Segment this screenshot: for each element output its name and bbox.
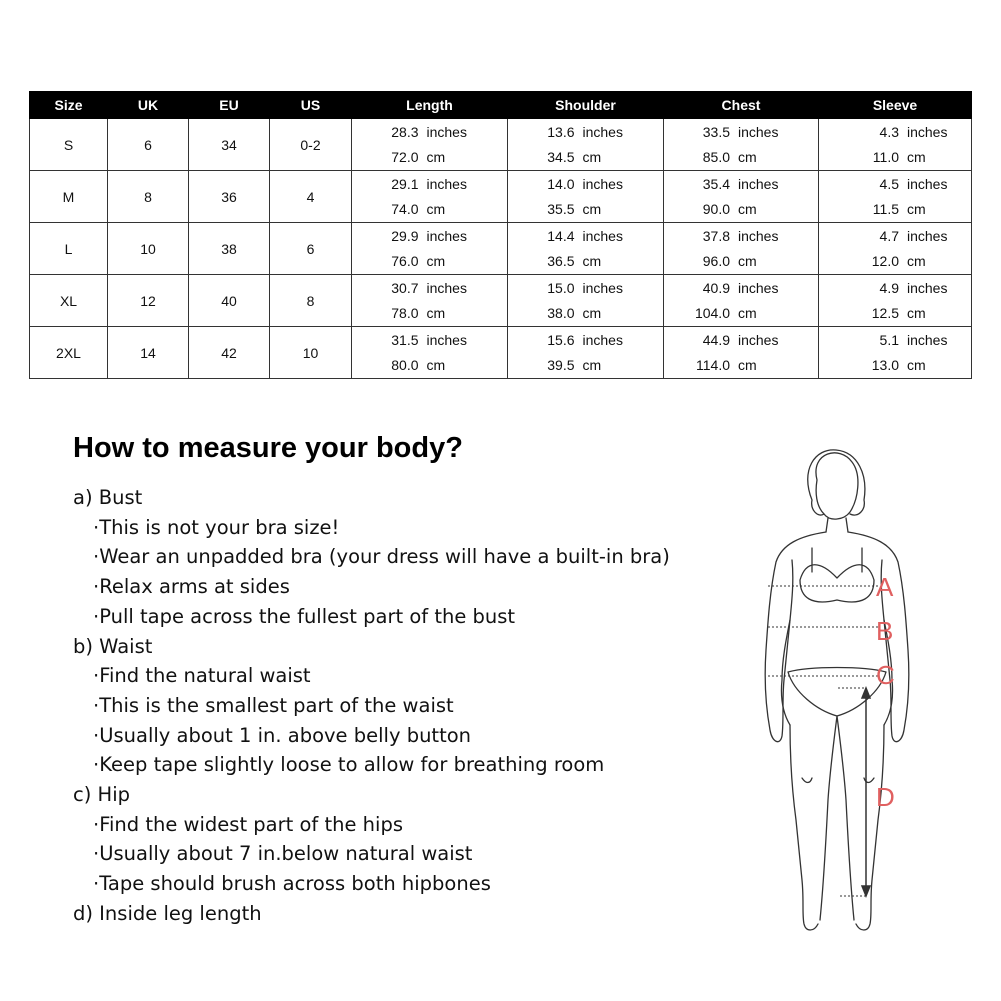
cell-size: M (30, 171, 108, 223)
shoulder-in-unit: inches (582, 227, 623, 244)
cell-sleeve (819, 119, 972, 171)
figure-left-leg (790, 725, 818, 930)
cell-us: 0-2 (270, 119, 352, 171)
sleeve-in-unit: inches (907, 123, 948, 140)
sleeve-cm-unit: cm (907, 305, 926, 322)
figure-head (816, 453, 858, 519)
chest-in-unit: inches (738, 331, 779, 348)
cell-chest (664, 223, 819, 275)
chest-in-value: 33.5 (702, 123, 730, 140)
cell-length (352, 327, 508, 379)
label-b: B (876, 616, 894, 646)
chest-in-unit: inches (738, 123, 779, 140)
header-shoulder: Shoulder (508, 92, 664, 119)
chest-cm-value: 90.0 (702, 201, 730, 218)
sleeve-in-value: 4.5 (879, 175, 899, 192)
header-us: US (270, 92, 352, 119)
cell-size: 2XL (30, 327, 108, 379)
guide-bullet: ·Tape should brush across both hipbones (93, 872, 491, 896)
cell-eu: 34 (189, 119, 270, 171)
cell-eu: 42 (189, 327, 270, 379)
length-cm-unit: cm (426, 149, 446, 166)
length-cm-unit: cm (426, 305, 446, 322)
length-cm-unit: cm (426, 201, 446, 218)
arrow-down-icon (862, 886, 870, 896)
guide-bullet: ·This is not your bra size! (93, 515, 340, 539)
chest-in-unit: inches (738, 175, 779, 192)
cell-eu: 40 (189, 275, 270, 327)
sleeve-cm-unit: cm (907, 253, 926, 270)
chest-cm-value: 96.0 (702, 253, 730, 270)
chest-cm-value: 85.0 (702, 149, 730, 166)
table-row (30, 171, 972, 223)
guide-bullet: ·Find the widest part of the hips (93, 812, 403, 836)
shoulder-cm-value: 34.5 (547, 149, 575, 166)
length-cm-unit: cm (426, 357, 446, 374)
chest-cm-value: 114.0 (696, 357, 730, 374)
length-in-unit: inches (426, 331, 467, 348)
sleeve-cm-unit: cm (907, 201, 926, 218)
chest-cm-unit: cm (738, 253, 757, 270)
shoulder-cm-unit: cm (582, 253, 602, 270)
figure-neck (826, 518, 848, 532)
figure-right-leg (856, 725, 884, 930)
length-cm-value: 80.0 (391, 357, 419, 374)
chest-in-value: 35.4 (702, 175, 730, 192)
table-row (30, 119, 972, 171)
cell-chest (664, 275, 819, 327)
chest-in-value: 40.9 (702, 279, 730, 296)
label-d: D (876, 782, 895, 812)
chest-in-unit: inches (738, 279, 779, 296)
guide-body (73, 483, 713, 929)
header-size: Size (30, 92, 108, 119)
guide-bullet: ·Usually about 1 in. above belly button (93, 723, 472, 747)
shoulder-cm-unit: cm (582, 357, 602, 374)
guide-section-heading: d) Inside leg length (73, 901, 262, 925)
measure-guide (73, 432, 713, 929)
cell-shoulder (508, 171, 664, 223)
length-in-value: 30.7 (391, 279, 419, 296)
figure-inner-legs (820, 716, 854, 920)
cell-length (352, 223, 508, 275)
cell-length (352, 171, 508, 223)
length-cm-unit: cm (426, 253, 446, 270)
figure-left-arm (765, 532, 826, 742)
shoulder-in-unit: inches (582, 123, 623, 140)
header-uk: UK (108, 92, 189, 119)
header-sleeve: Sleeve (819, 92, 972, 119)
length-cm-value: 78.0 (391, 305, 419, 322)
sleeve-cm-value: 12.5 (871, 305, 899, 322)
guide-bullet: ·Keep tape slightly loose to allow for breathing room (93, 753, 605, 777)
length-cm-value: 74.0 (391, 201, 419, 218)
cell-size: L (30, 223, 108, 275)
shoulder-cm-value: 36.5 (547, 253, 575, 270)
cell-shoulder (508, 275, 664, 327)
shoulder-in-value: 15.0 (547, 279, 575, 296)
chest-cm-value: 104.0 (694, 305, 730, 322)
cell-eu: 38 (189, 223, 270, 275)
table-row (30, 275, 972, 327)
size-chart-table (29, 91, 972, 379)
chest-cm-unit: cm (738, 357, 757, 374)
cell-us: 8 (270, 275, 352, 327)
cell-us: 6 (270, 223, 352, 275)
cell-shoulder (508, 119, 664, 171)
chest-in-value: 37.8 (702, 227, 730, 244)
sleeve-cm-value: 12.0 (871, 253, 899, 270)
guide-bullet: ·Find the natural waist (93, 664, 311, 688)
guide-bullet: ·Usually about 7 in.below natural waist (93, 842, 473, 866)
guide-title: How to measure your body? (73, 432, 463, 464)
shoulder-in-unit: inches (582, 331, 623, 348)
length-in-unit: inches (426, 123, 467, 140)
figure-bra (800, 548, 874, 602)
length-in-unit: inches (426, 175, 467, 192)
guide-bullet: ·Wear an unpadded bra (your dress will have a built-in bra) (93, 545, 670, 569)
chest-in-unit: inches (738, 227, 779, 244)
cell-sleeve (819, 223, 972, 275)
sleeve-cm-unit: cm (907, 357, 926, 374)
shoulder-in-value: 14.0 (547, 175, 575, 192)
cell-sleeve (819, 327, 972, 379)
cell-chest (664, 327, 819, 379)
sleeve-cm-unit: cm (907, 149, 926, 166)
header-chest: Chest (664, 92, 819, 119)
chest-cm-unit: cm (738, 201, 757, 218)
table-row (30, 327, 972, 379)
length-cm-value: 76.0 (391, 253, 419, 270)
cell-uk: 14 (108, 327, 189, 379)
sleeve-in-unit: inches (907, 175, 948, 192)
table-row (30, 223, 972, 275)
arrow-up-icon (862, 688, 870, 698)
figure-knees (802, 778, 874, 783)
sleeve-cm-value: 13.0 (871, 357, 899, 374)
cell-length (352, 275, 508, 327)
shoulder-in-value: 15.6 (547, 331, 575, 348)
shoulder-in-value: 14.4 (547, 227, 575, 244)
length-in-value: 28.3 (391, 123, 419, 140)
sleeve-in-value: 4.3 (879, 123, 899, 140)
sleeve-in-unit: inches (907, 227, 948, 244)
table-header-row (30, 92, 972, 119)
figure-briefs (788, 668, 886, 717)
guide-section-heading: a) Bust (73, 486, 143, 509)
length-in-unit: inches (426, 227, 467, 244)
chest-in-value: 44.9 (702, 331, 730, 348)
guide-bullet: ·This is the smallest part of the waist (93, 693, 454, 717)
cell-sleeve (819, 275, 972, 327)
guide-section-heading: b) Waist (73, 634, 153, 658)
cell-length (352, 119, 508, 171)
shoulder-cm-unit: cm (582, 149, 602, 166)
length-in-value: 29.9 (391, 227, 419, 244)
header-eu: EU (189, 92, 270, 119)
guide-bullet: ·Relax arms at sides (93, 575, 290, 599)
cell-size: XL (30, 275, 108, 327)
shoulder-cm-value: 38.0 (547, 305, 575, 322)
sleeve-in-value: 5.1 (879, 331, 899, 348)
shoulder-in-unit: inches (582, 175, 623, 192)
cell-us: 4 (270, 171, 352, 223)
shoulder-cm-unit: cm (582, 305, 602, 322)
chest-cm-unit: cm (738, 149, 757, 166)
body-measurement-figure (740, 440, 940, 940)
cell-shoulder (508, 223, 664, 275)
length-in-value: 29.1 (391, 175, 419, 192)
cell-us: 10 (270, 327, 352, 379)
cell-uk: 10 (108, 223, 189, 275)
shoulder-cm-value: 35.5 (547, 201, 575, 218)
label-a: A (876, 572, 894, 602)
cell-chest (664, 171, 819, 223)
guide-section-heading: c) Hip (73, 783, 130, 807)
shoulder-in-value: 13.6 (547, 123, 575, 140)
cell-eu: 36 (189, 171, 270, 223)
header-length: Length (352, 92, 508, 119)
length-in-value: 31.5 (391, 331, 419, 348)
cell-uk: 6 (108, 119, 189, 171)
cell-size: S (30, 119, 108, 171)
sleeve-in-value: 4.7 (879, 227, 899, 244)
cell-chest (664, 119, 819, 171)
sleeve-cm-value: 11.0 (872, 149, 899, 166)
cell-sleeve (819, 171, 972, 223)
chest-cm-unit: cm (738, 305, 757, 322)
sleeve-in-unit: inches (907, 331, 948, 348)
sleeve-in-value: 4.9 (879, 279, 899, 296)
label-c: C (876, 660, 895, 690)
guide-bullet: ·Pull tape across the fullest part of the bust (93, 604, 516, 628)
shoulder-cm-unit: cm (582, 201, 602, 218)
sleeve-in-unit: inches (907, 279, 948, 296)
cell-uk: 8 (108, 171, 189, 223)
length-cm-value: 72.0 (391, 149, 419, 166)
shoulder-in-unit: inches (582, 279, 623, 296)
cell-shoulder (508, 327, 664, 379)
sleeve-cm-value: 11.5 (872, 201, 899, 218)
shoulder-cm-value: 39.5 (547, 357, 575, 374)
cell-uk: 12 (108, 275, 189, 327)
length-in-unit: inches (426, 279, 467, 296)
